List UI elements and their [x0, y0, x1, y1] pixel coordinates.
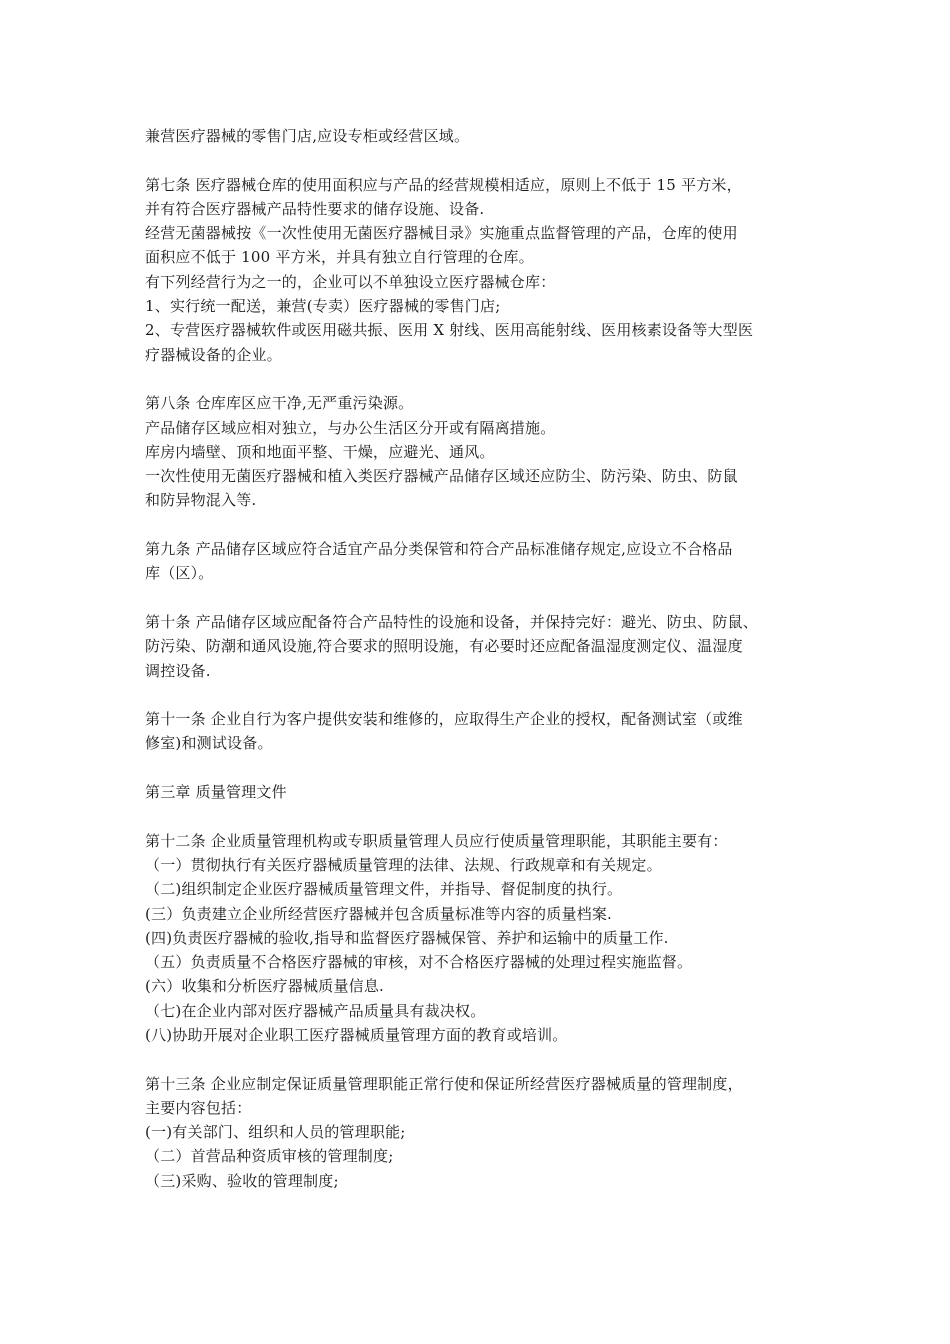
chapter-heading: 第三章 质量管理文件	[145, 783, 287, 802]
text-line: 面积应不低于 100 平方米，并具有独立自行管理的仓库。	[145, 248, 534, 267]
document-body	[145, 124, 825, 1193]
blank-line	[145, 367, 825, 391]
blank-line	[145, 683, 825, 707]
text-line: 第十二条 企业质量管理机构或专职质量管理人员应行使质量管理职能，其职能主要有：	[145, 831, 728, 850]
text-line: 主要内容包括：	[145, 1098, 252, 1117]
text-line: (六）收集和分析医疗器械质量信息.	[145, 977, 385, 996]
text-line: 库房内墙壁、顶和地面平整、干燥，应避光、通风。	[145, 442, 495, 461]
text-line: （二)组织制定企业医疗器械质量管理文件，并指导、督促制度的执行。	[145, 880, 623, 899]
text-line: 和防异物混入等.	[145, 491, 257, 510]
text-line: 并有符合医疗器械产品特性要求的储存设施、设备.	[145, 199, 485, 218]
text-line: (三）负责建立企业所经营医疗器械并包含质量标准等内容的质量档案.	[145, 904, 613, 923]
text-line: 2、专营医疗器械软件或医用磁共振、医用 X 射线、医用高能射线、医用核素设备等大型医	[145, 321, 754, 340]
blank-line	[145, 1047, 825, 1071]
text-line: 经营无菌器械按《一次性使用无菌医疗器械目录》实施重点监督管理的产品，仓库的使用	[145, 224, 738, 243]
blank-line	[145, 513, 825, 537]
text-line: （三)采购、验收的管理制度;	[145, 1171, 339, 1190]
text-line: 第八条 仓库库区应干净,无严重污染源。	[145, 394, 414, 413]
text-line: 疗器械设备的企业。	[145, 345, 282, 364]
text-line: (八)协助开展对企业职工医疗器械质量管理方面的教育或培训。	[145, 1025, 568, 1044]
text-line: 第七条 医疗器械仓库的使用面积应与产品的经营规模相适应，原则上不低于 15 平方米，	[145, 175, 742, 194]
text-line: （一）贯彻执行有关医疗器械质量管理的法律、法规、行政规章和有关规定。	[145, 855, 662, 874]
text-line: 防污染、防潮和通风设施,符合要求的照明设施，有必要时还应配备温湿度测定仪、温湿度	[145, 637, 743, 656]
text-line: 第十一条 企业自行为客户提供安装和维修的，应取得生产企业的授权，配备测试室（或维	[145, 710, 743, 729]
text-line: (一)有关部门、组织和人员的管理职能;	[145, 1123, 406, 1142]
text-line: 库（区）。	[145, 564, 214, 583]
text-line: 1、实行统一配送，兼营(专卖）医疗器械的零售门店;	[145, 297, 501, 316]
text-line: （七)在企业内部对医疗器械产品质量具有裁决权。	[145, 1001, 486, 1020]
text-line: 调控设备.	[145, 661, 211, 680]
text-line: 产品储存区域应相对独立，与办公生活区分开或有隔离措施。	[145, 418, 556, 437]
text-line: 修室)和测试设备。	[145, 734, 273, 753]
text-line: 有下列经营行为之一的，企业可以不单独设立医疗器械仓库：	[145, 272, 556, 291]
text-line: （五）负责质量不合格医疗器械的审核，对不合格医疗器械的处理过程实施监督。	[145, 953, 693, 972]
text-line: 第十三条 企业应制定保证质量管理职能正常行使和保证所经营医疗器械质量的管理制度，	[145, 1074, 743, 1093]
blank-line	[145, 148, 825, 172]
blank-line	[145, 756, 825, 780]
text-line: 第九条 产品储存区域应符合适宜产品分类保管和符合产品标准储存规定,应设立不合格品	[145, 540, 733, 559]
text-line: 兼营医疗器械的零售门店,应设专柜或经营区域。	[145, 127, 470, 145]
text-line: 第十条 产品储存区域应配备符合产品特性的设施和设备，并保持完好：避光、防虫、防鼠、	[145, 612, 758, 631]
blank-line	[145, 586, 825, 610]
text-line: (四)负责医疗器械的验收,指导和监督医疗器械保管、养护和运输中的质量工作.	[145, 928, 669, 947]
text-line: 一次性使用无菌医疗器械和植入类医疗器械产品储存区域还应防尘、防污染、防虫、防鼠	[145, 467, 738, 486]
text-line: （二）首营品种资质审核的管理制度;	[145, 1147, 394, 1166]
blank-line	[145, 804, 825, 828]
